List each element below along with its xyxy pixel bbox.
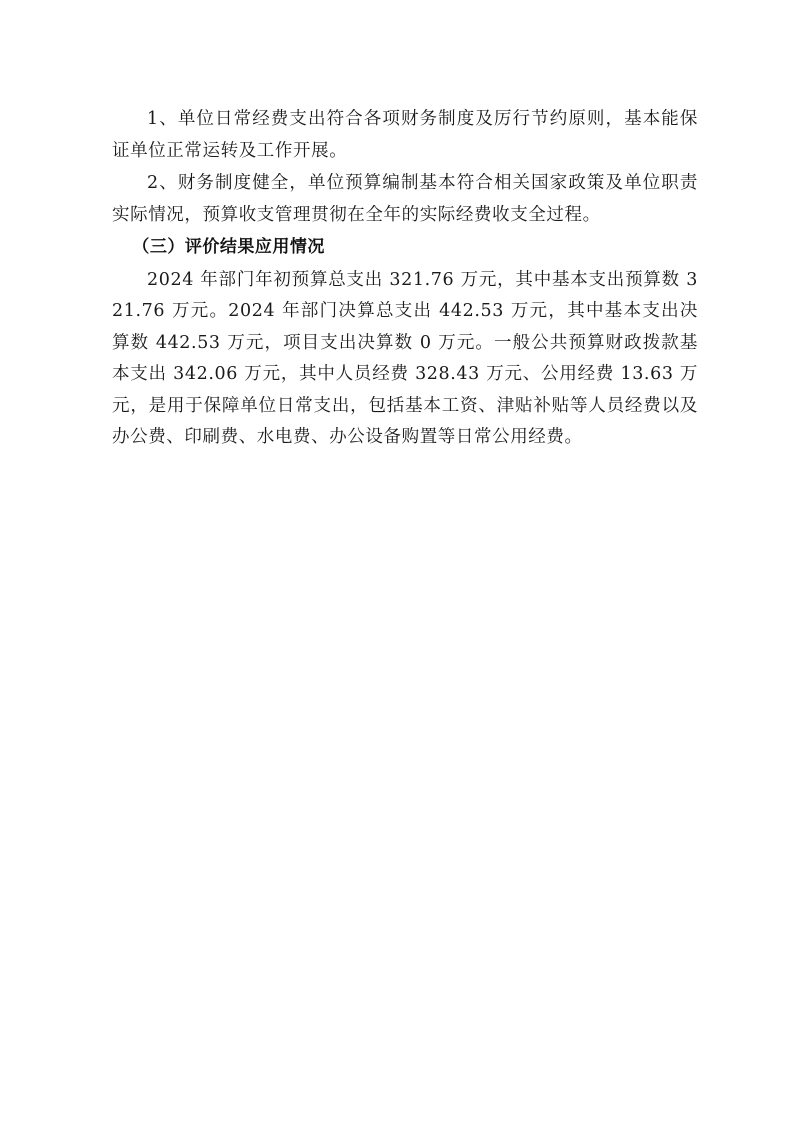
paragraph-financial-system: 2、财务制度健全，单位预算编制基本符合相关国家政策及单位职责实际情况，预算收支管理贯彻在全年的实际经费收支全过程。 [112,173,698,225]
document-body [112,104,698,455]
paragraph-budget-details: 2024 年部门年初预算总支出 321.76 万元，其中基本支出预算数 321.76 万元。2024 年部门决算总支出 442.53 万元，其中基本支出决算数 442.53 万元，项目支出决算数 0 万元。一般公共预算财政拨款基本支出 342.06 万元，其中人员经费 328.43 万元、公用经费 13.63 万元，是用于保障单位日常支出，包括基本工资、津贴补贴等人员经费以及办公费、印刷费、水电费、办公设备购置等日常公用经费。 [112,269,698,447]
paragraph-expense-compliance: 1、单位日常经费支出符合各项财务制度及厉行节约原则，基本能保证单位正常运转及工作开展。 [112,109,698,161]
section-heading: （三）评价结果应用情况 [132,237,325,257]
